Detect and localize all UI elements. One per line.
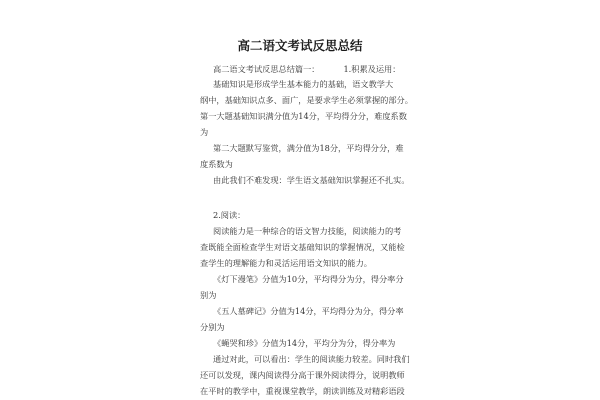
section1-heading: 1.积累及运用：: [343, 64, 401, 74]
paragraph-line: 还可以发现，课内阅读得分高于课外阅读得分，说明教师: [200, 370, 405, 380]
paragraph-line: 度系数为: [200, 159, 233, 169]
subtitle: 高二语文考试反思总结篇一：: [213, 64, 320, 74]
paragraph-line: 《五人墓碑记》分值为14分，平均得分为分，得分率: [213, 306, 404, 316]
section2-heading: 2.阅读：: [213, 210, 246, 220]
paragraph-line: 别为: [200, 290, 217, 300]
paragraph-line: 查既能全面检查学生对语文基础知识的掌握情况，又能检: [200, 242, 405, 252]
paragraph-line: 在平时的教学中，重视课堂教学，朗读训练及对精彩语段: [200, 386, 405, 396]
paragraph-line: 第二大题默写鉴赏，满分值为18分，平均得分分，难: [213, 143, 404, 153]
paragraph-line: 基础知识是形成学生基本能力的基础，语文教学大: [213, 79, 394, 89]
paragraph-line: 为: [200, 127, 209, 137]
document-title: 高二语文考试反思总结: [237, 38, 363, 53]
paragraph-line: 通过对此，可以看出：学生的阅读能力较差。同时我们: [213, 354, 410, 364]
paragraph-line: 阅读能力是一种综合的语文智力技能，阅读能力的考: [213, 226, 402, 236]
paragraph-line: 查学生的理解能力和灵活运用语文知识的能力。: [200, 258, 372, 268]
paragraph-line: 《灯下漫笔》分值为10分，平均得分为分，得分率分: [213, 274, 404, 284]
paragraph-line: 纲中，基础知识点多、面广，是要求学生必须掌握的部分。: [200, 95, 413, 105]
paragraph-line: 《蝇哭和珍》分值为14分，平均分为分，得分率为: [213, 338, 396, 348]
subtitle-line: [213, 64, 400, 74]
paragraph-line: 第一大题基础知识满分值为14分，平均得分分，难度系数: [200, 111, 407, 121]
paragraph-line: 由此我们不难发现：学生语文基础知识掌握还不扎实。: [213, 175, 410, 185]
paragraph-line: 分别为: [200, 322, 225, 332]
